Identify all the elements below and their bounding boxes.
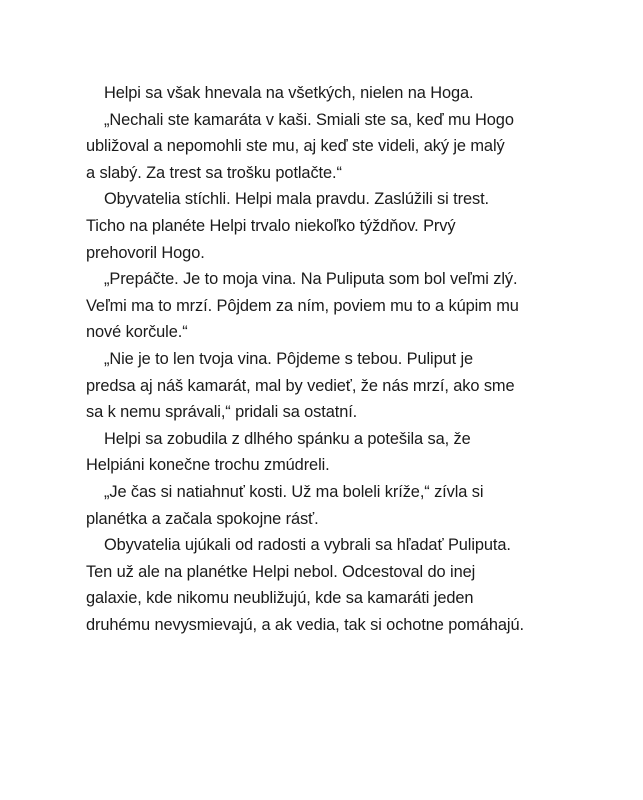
text-line: planétka a začala spokojne rásť.: [86, 509, 319, 528]
text-line: Obyvatelia ujúkali od radosti a vybrali sa hľadať Puliputa.: [104, 536, 511, 555]
text-line: Helpiáni konečne trochu zmúdreli.: [86, 456, 330, 475]
text-line: „Prepáčte. Je to moja vina. Na Puliputa som bol veľmi zlý.: [104, 270, 518, 289]
text-line: prehovoril Hogo.: [86, 243, 205, 262]
text-line: sa k nemu správali,“ pridali sa ostatní.: [86, 403, 358, 422]
story-text: [86, 80, 566, 638]
text-line: predsa aj náš kamarát, mal by vedieť, že nás mrzí, ako sme: [86, 376, 515, 395]
text-line: „Nechali ste kamaráta v kaši. Smiali ste sa, keď mu Hogo: [104, 110, 514, 129]
text-line: nové korčule.“: [86, 323, 188, 342]
text-line: Ticho na planéte Helpi trvalo niekoľko týždňov. Prvý: [86, 216, 456, 235]
text-line: Obyvatelia stíchli. Helpi mala pravdu. Zaslúžili si trest.: [104, 190, 489, 209]
text-line: Veľmi ma to mrzí. Pôjdem za ním, poviem mu to a kúpim mu: [86, 296, 519, 315]
text-line: Ten už ale na planétke Helpi nebol. Odcestoval do inej: [86, 562, 476, 581]
text-line: „Nie je to len tvoja vina. Pôjdeme s tebou. Puliput je: [104, 349, 474, 368]
text-line: a slabý. Za trest sa trošku potlačte.“: [86, 163, 342, 182]
text-line: „Je čas si natiahnuť kosti. Už ma boleli kríže,“ zívla si: [104, 482, 484, 501]
text-line: ubližoval a nepomohli ste mu, aj keď ste videli, aký je malý: [86, 137, 505, 156]
text-line: Helpi sa však hnevala na všetkých, nielen na Hoga.: [104, 84, 474, 102]
text-line: galaxie, kde nikomu neubližujú, kde sa kamaráti jeden: [86, 589, 474, 608]
text-line: druhému nevysmievajú, a ak vedia, tak si ochotne pomáhajú.: [86, 615, 524, 634]
text-line: Helpi sa zobudila z dlhého spánku a potešila sa, že: [104, 429, 471, 448]
